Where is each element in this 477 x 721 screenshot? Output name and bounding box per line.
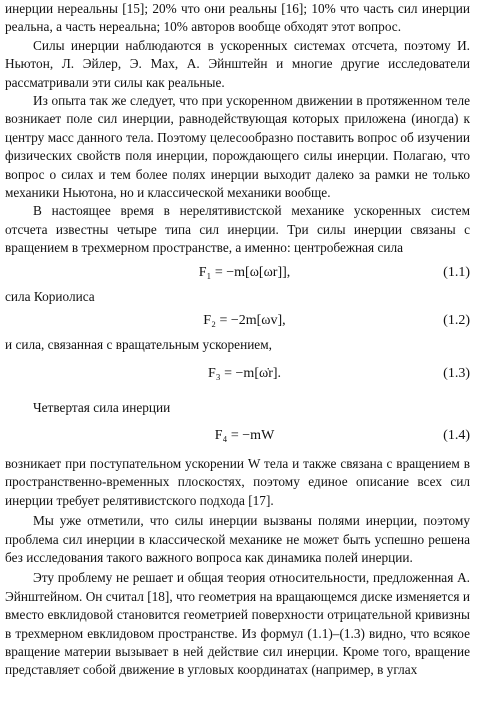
equation-body: F₁ = −m[ω[ωr]],: [198, 264, 291, 280]
equation-1-4: [5, 417, 470, 455]
paragraph-1: инерции нереальны [15]; 20% что они реальны [16]; 10% что часть сил инерции реальна, а часть нереальна; 10% авторов вообще обходят этот вопрос.: [5, 1, 470, 35]
equation-number: (1.3): [443, 365, 470, 381]
paragraph-9: Мы уже отметили, что силы инерции вызваны полями инерции, поэтому проблема сил инерции в классической механике не может быть успешно решена без исследования такого важного вопроса как динамика полей инерции.: [5, 513, 470, 565]
equation-number: (1.2): [443, 313, 470, 329]
paragraph-6: и сила, связанная с вращательным ускорением,: [5, 337, 272, 353]
equation-1-2: [5, 306, 470, 336]
paragraph-7: Четвертая сила инерции: [33, 399, 171, 415]
paragraph-3: Из опыта так же следует, что при ускоренном движении в протяженном теле возникает поле сил инерции, равнодействующая которых приложена (иногда) к центру масс данного тела. Поэтому целесообразно поставить вопрос об изучении физических свойств поля инерции, порождающего силы инерции. Полагаю, что вопрос о силах и тем более полях инерции выходит далеко за рамки не только механики Ньютона, но и классической механики вообще.: [5, 93, 470, 201]
equation-body: F₃ = −m[ω̇r].: [207, 365, 282, 381]
equation-number: (1.1): [443, 264, 470, 280]
equation-body: F₂ = −2m[ωv],: [203, 313, 286, 329]
paragraph-4: В настоящее время в нерелятивистской механике ускоренных систем отсчета известны четыре типа сил инерции. Три силы инерции связаны с вращением в трехмерном пространстве, а именно: центробежная сила: [5, 203, 470, 256]
equation-1-1: [5, 258, 470, 288]
equation-1-3: [5, 355, 470, 393]
equation-body: F₄ = −mW: [214, 427, 275, 443]
paragraph-10: Эту проблему не решает и общая теория относительности, предложенная А. Эйнштейном. Он считал [18], что геометрия на вращающемся диске изменяется и вместо евклидовой становится геометрией поверхности отрицательной кривизны в трехмерном евклидовом пространстве. Из формул (1.1)–(1.3) видно, что всякое вращение материи вызывает в ней действие сил инерции. Кроме того, вращение представляет собой движение в угловых координатах (например, в углах: [5, 570, 470, 678]
equation-number: (1.4): [443, 427, 470, 443]
paragraph-5: сила Кориолиса: [5, 288, 95, 304]
paragraph-8: возникает при поступательном ускорении W тела и также связана с вращением в пространственно-временных плоскостях, поэтому единое описание всех сил инерции требует релятивистского подхода [17].: [5, 455, 470, 508]
paragraph-2: Силы инерции наблюдаются в ускоренных системах отсчета, поэтому И. Ньютон, Л. Эйлер, Э. Мах, А. Эйнштейн и многие другие исследователи рассматривали эти силы как реальные.: [5, 37, 470, 90]
